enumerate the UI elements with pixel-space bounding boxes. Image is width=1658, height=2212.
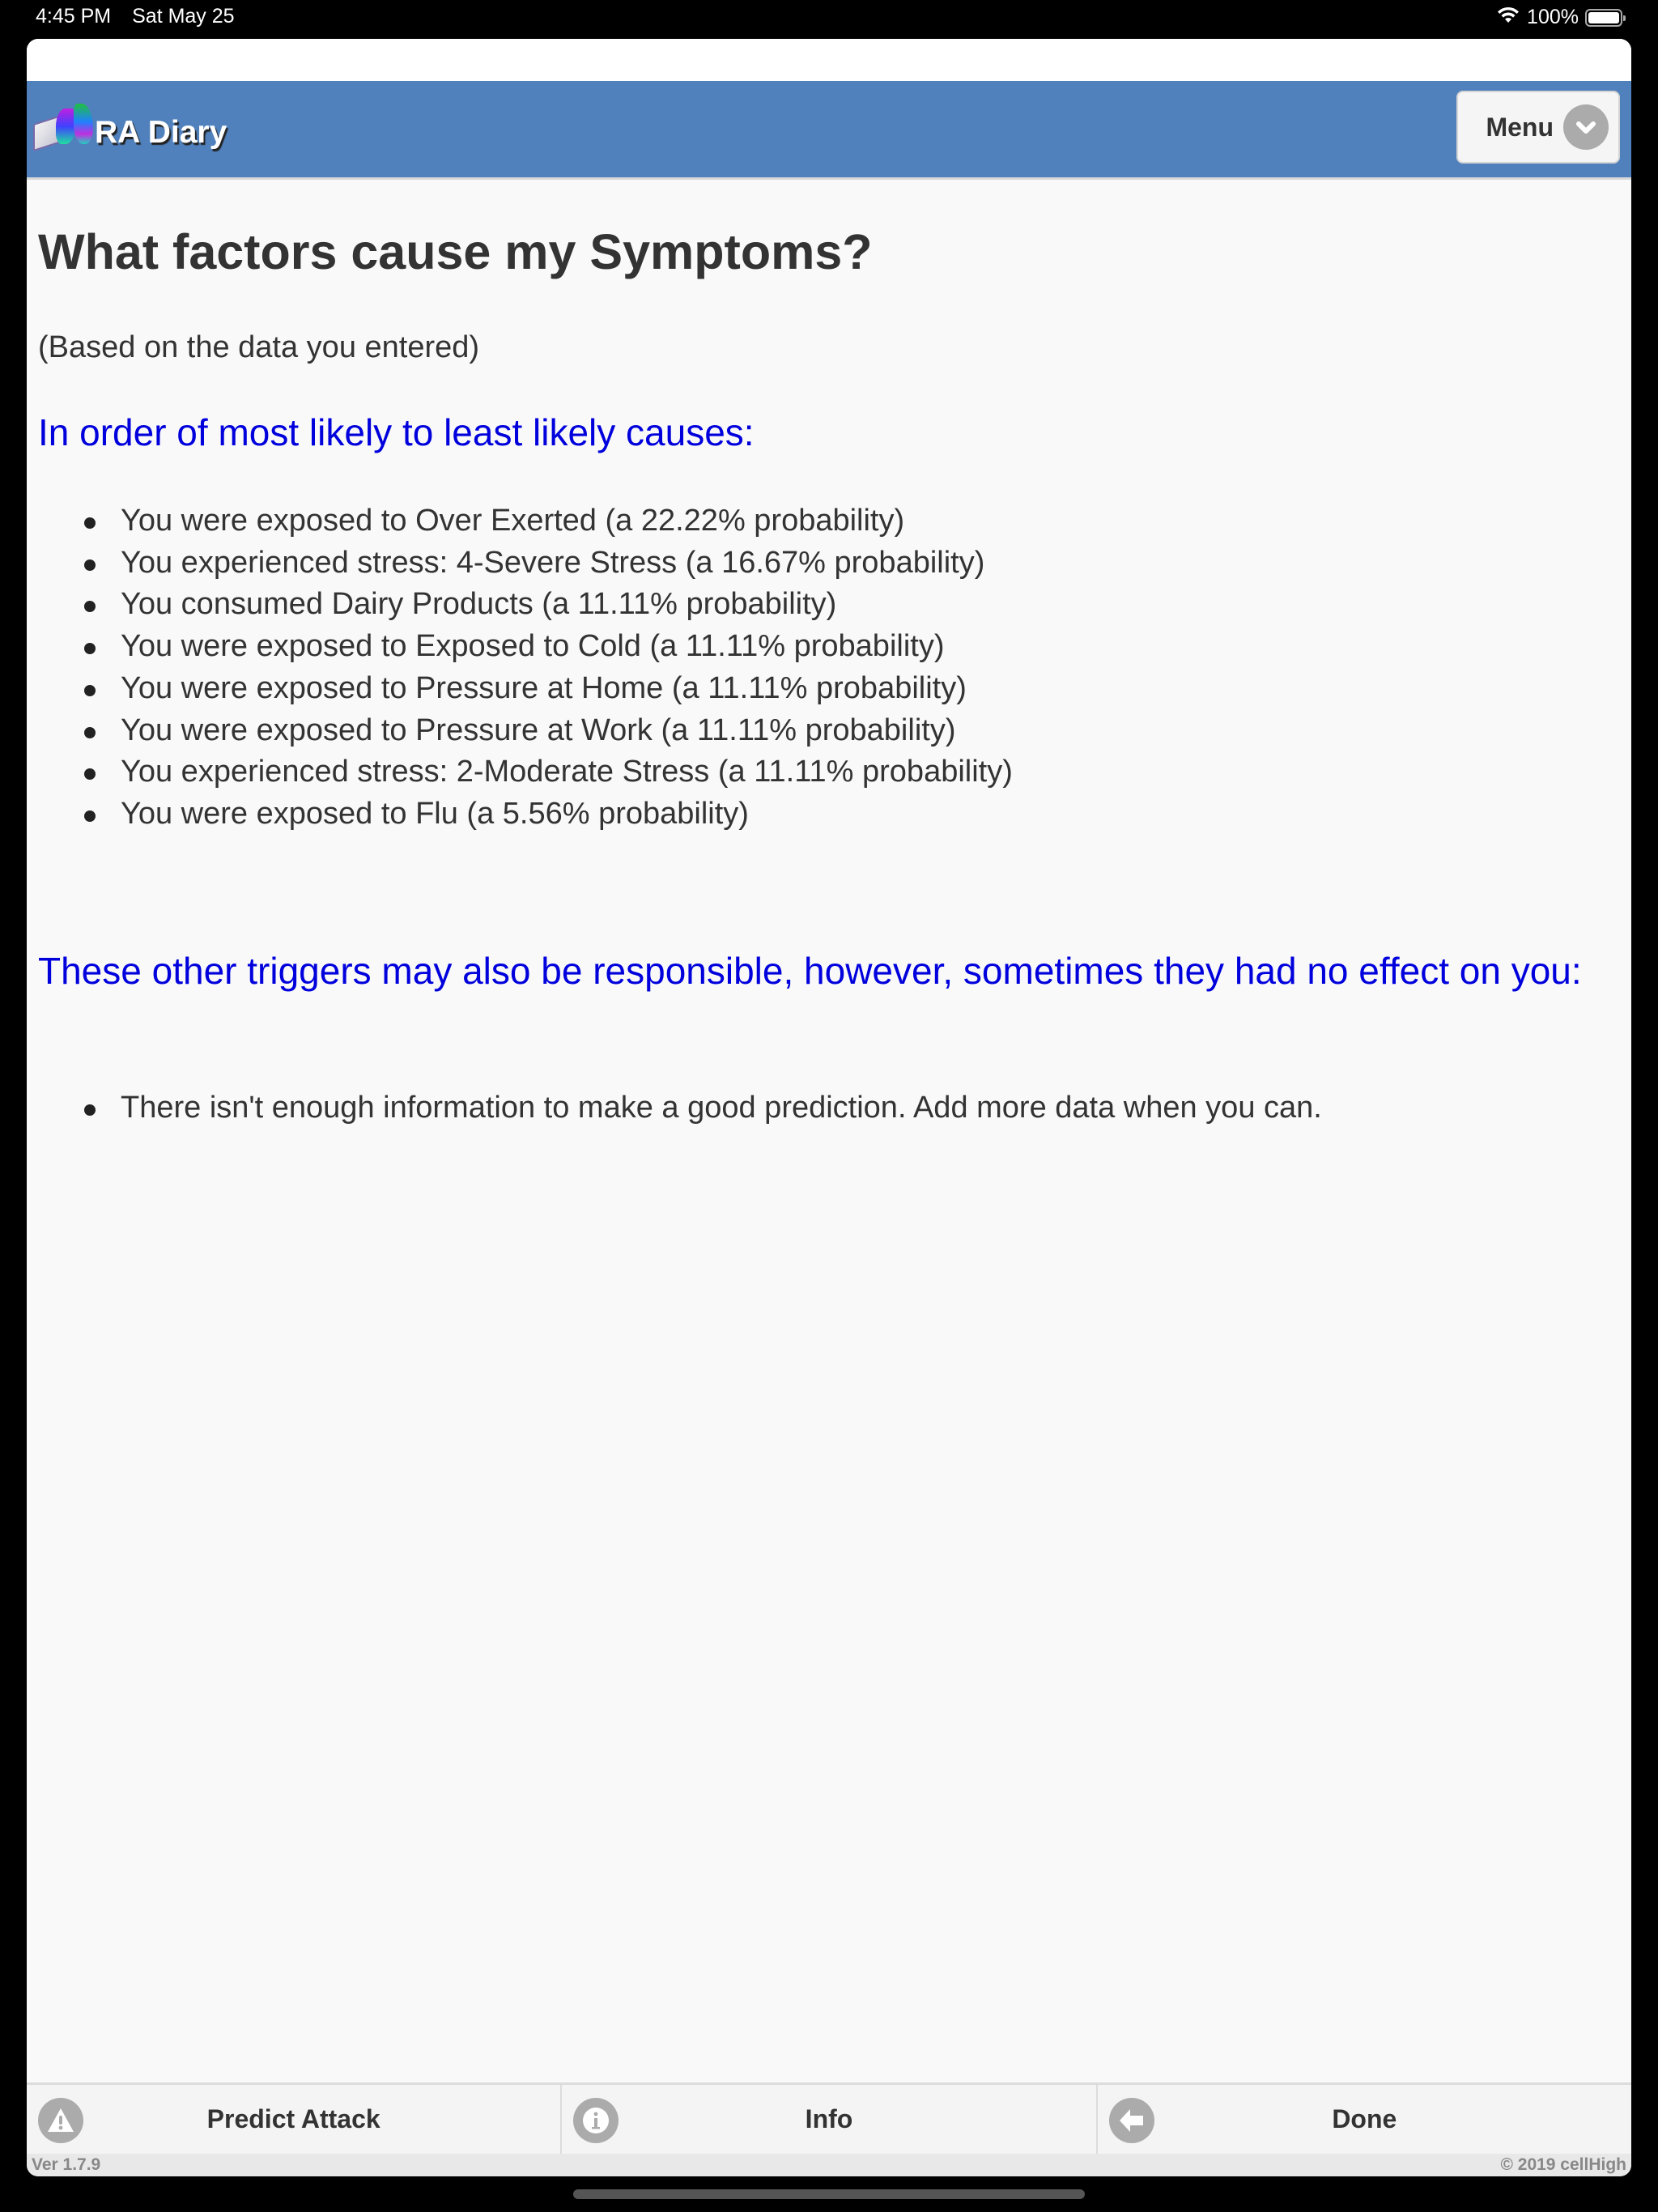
bullet-icon [84, 810, 96, 822]
cause-text: You experienced stress: 4-Severe Stress (a 16.67% probability) [121, 545, 985, 580]
bottom-bar [27, 2154, 1631, 2176]
bullet-icon [84, 768, 96, 780]
arrow-left-icon [1109, 2098, 1154, 2143]
battery-percent: 100% [1527, 6, 1579, 28]
info-button[interactable] [562, 2085, 1097, 2154]
status-bar [0, 0, 1658, 39]
trigger-text: There isn't enough information to make a good prediction. Add more data when you can. [121, 1091, 1322, 1125]
status-left [36, 5, 235, 28]
cause-text: You consumed Dairy Products (a 11.11% probability) [121, 587, 837, 622]
wifi-icon [1496, 5, 1520, 30]
warning-icon [38, 2098, 83, 2143]
page-title: What factors cause my Symptoms? [38, 224, 873, 279]
cause-text: You experienced stress: 2-Moderate Stress (a 11.11% probability) [121, 755, 1013, 789]
menu-button[interactable] [1456, 91, 1620, 164]
menu-label: Menu [1486, 112, 1554, 142]
brand [33, 104, 227, 152]
bullet-icon [84, 601, 96, 612]
list-item [27, 1087, 1322, 1129]
cause-text: You were exposed to Flu (a 5.56% probability) [121, 796, 749, 831]
cause-text: You were exposed to Pressure at Work (a 11.11% probability) [121, 713, 956, 747]
likely-causes-heading: In order of most likely to least likely causes: [38, 411, 755, 453]
status-date: Sat May 25 [132, 5, 235, 28]
cause-text: You were exposed to Pressure at Home (a 11.11% probability) [121, 670, 967, 705]
version-label: Ver 1.7.9 [32, 2155, 101, 2174]
list-item [27, 542, 1013, 585]
cause-text: You were exposed to Exposed to Cold (a 11.11% probability) [121, 629, 945, 664]
list-item [27, 626, 1013, 668]
bullet-icon [84, 727, 96, 738]
cause-text: You were exposed to Over Exerted (a 22.22% probability) [121, 504, 905, 538]
chevron-down-icon [1563, 104, 1609, 150]
book-butterfly-logo-icon [33, 104, 96, 152]
list-item [27, 751, 1013, 793]
page-subtitle: (Based on the data you entered) [38, 330, 480, 364]
other-triggers-list [27, 1087, 1322, 1129]
other-triggers-heading: These other triggers may also be responsible, however, sometimes they had no effect on you: [38, 950, 1582, 992]
status-time: 4:45 PM [36, 5, 112, 28]
info-icon [573, 2098, 619, 2143]
likely-causes-list [27, 500, 1013, 836]
bullet-icon [84, 685, 96, 696]
footer-label: Done [1332, 2104, 1397, 2133]
bullet-icon [84, 643, 96, 654]
app-title: RA Diary [95, 115, 227, 150]
bullet-icon [84, 1104, 96, 1116]
list-item [27, 710, 1013, 752]
footer-label: Info [805, 2104, 853, 2133]
bullet-icon [84, 559, 96, 571]
footer-label: Predict Attack [206, 2104, 380, 2133]
predict-attack-button[interactable] [27, 2085, 562, 2154]
header-bar [27, 81, 1631, 180]
status-right [1496, 5, 1622, 30]
list-item [27, 584, 1013, 626]
battery-icon [1585, 9, 1622, 27]
done-button[interactable] [1098, 2085, 1631, 2154]
footer-nav [27, 2082, 1631, 2154]
top-strip [27, 39, 1631, 81]
app-frame [27, 39, 1631, 2176]
copyright-label: © 2019 cellHigh [1500, 2155, 1626, 2174]
bullet-icon [84, 517, 96, 529]
list-item [27, 668, 1013, 710]
home-indicator[interactable] [573, 2189, 1085, 2199]
list-item [27, 500, 1013, 542]
list-item [27, 793, 1013, 836]
